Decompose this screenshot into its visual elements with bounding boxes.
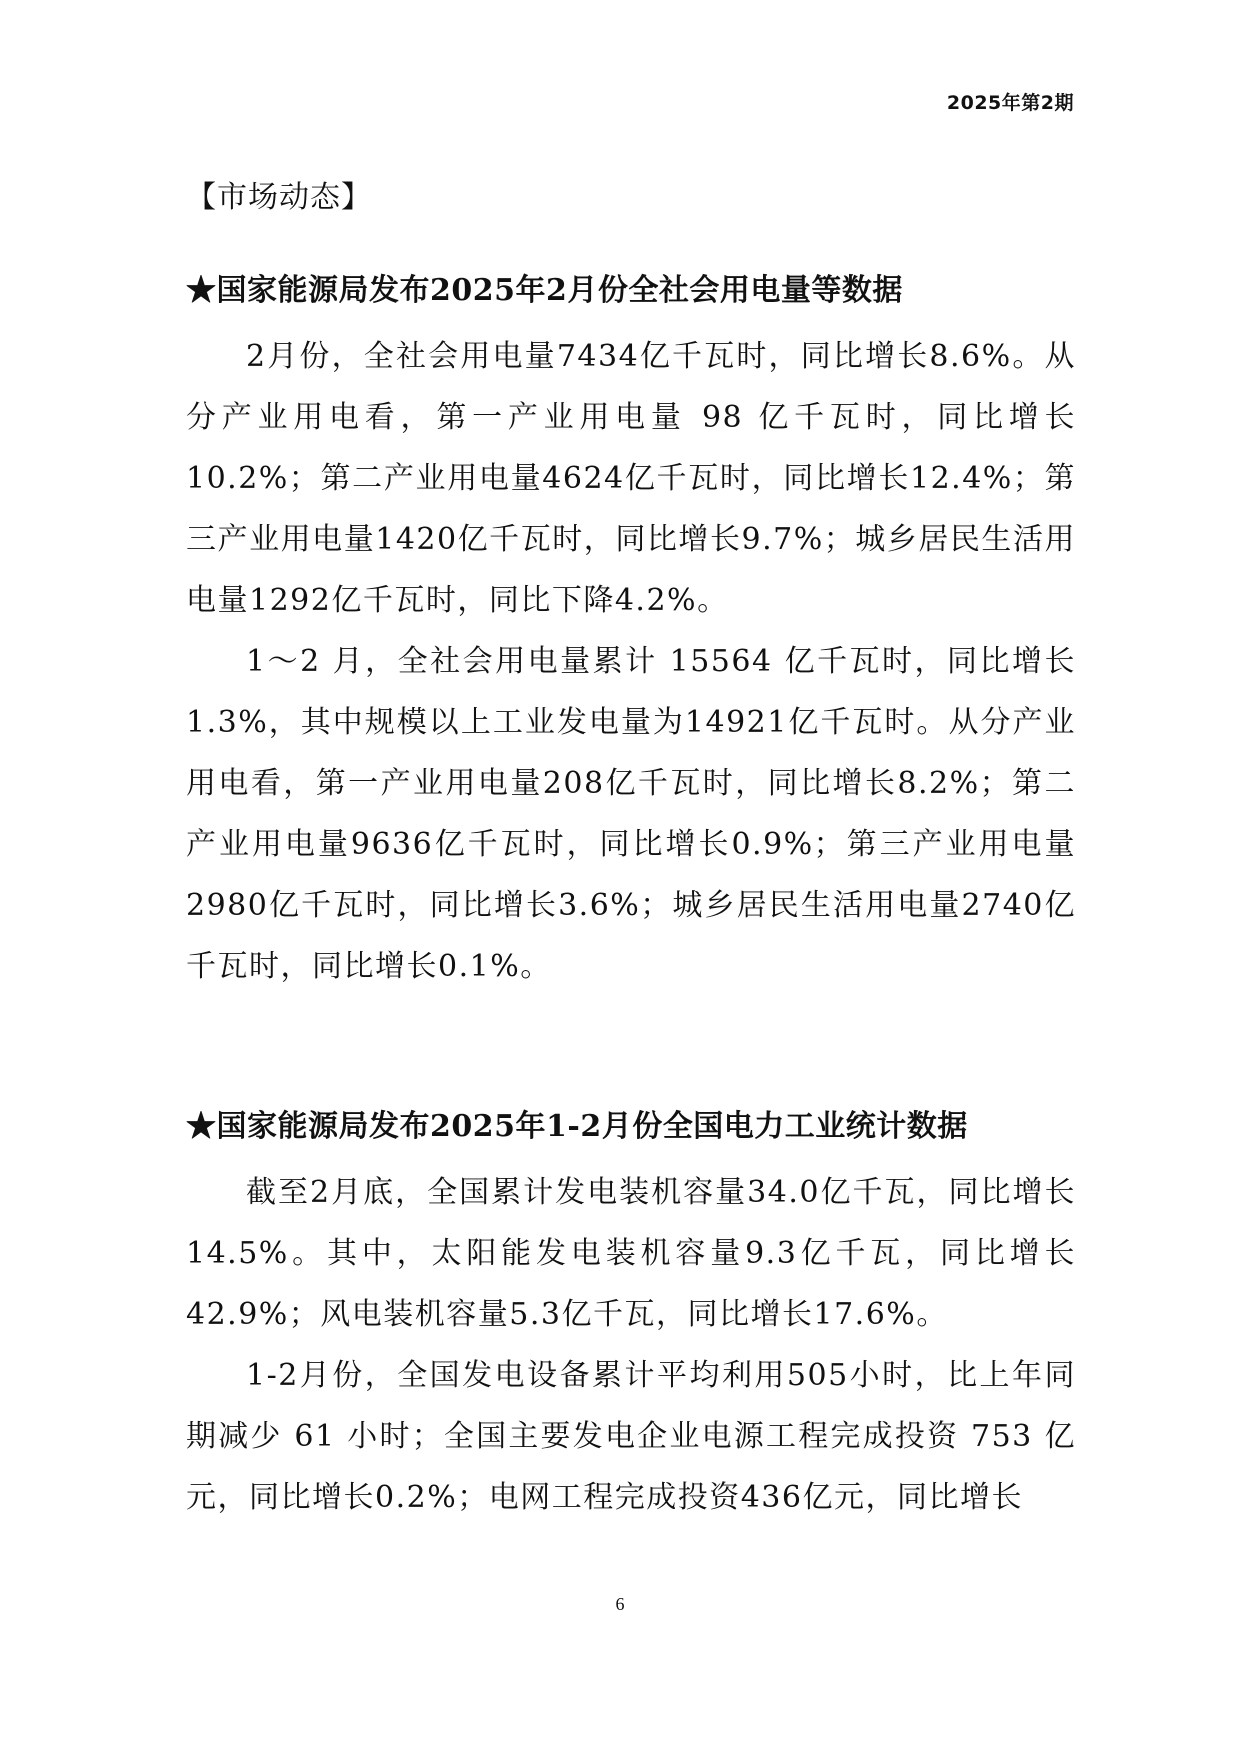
article-power-industry-statistics	[186, 1104, 1076, 1528]
article-headline: ★国家能源局发布2025年2月份全社会用电量等数据	[186, 273, 903, 308]
article-paragraph: 1～2 月，全社会用电量累计 15564 亿千瓦时，同比增长1.3%，其中规模以上工业发电量为14921亿千瓦时。从分产业用电看，第一产业用电量208亿千瓦时，同比增长8.2%；第二产业用电量9636亿千瓦时，同比增长0.9%；第三产业用电量2980亿千瓦时，同比增长3.6%；城乡居民生活用电量2740亿千瓦时，同比增长0.1%。	[186, 644, 1076, 984]
issue-label: 2025年第2期	[946, 92, 1074, 114]
article-electricity-consumption	[186, 268, 1076, 997]
section-title: 【市场动态】	[186, 180, 372, 215]
article-paragraph: 2月份，全社会用电量7434亿千瓦时，同比增长8.6%。从分产业用电看，第一产业用电量 98 亿千瓦时，同比增长10.2%；第二产业用电量4624亿千瓦时，同比增长12.4%；第三产业用电量1420亿千瓦时，同比增长9.7%；城乡居民生活用电量1292亿千瓦时，同比下降4.2%。	[186, 339, 1076, 618]
article-headline: ★国家能源局发布2025年1-2月份全国电力工业统计数据	[186, 1109, 968, 1144]
article-paragraph: 1-2月份，全国发电设备累计平均利用505小时，比上年同期减少 61 小时；全国主要发电企业电源工程完成投资 753 亿元，同比增长0.2%；电网工程完成投资436亿元，同比增长	[186, 1358, 1076, 1515]
article-paragraph: 截至2月底，全国累计发电装机容量34.0亿千瓦，同比增长14.5%。其中，太阳能发电装机容量9.3亿千瓦，同比增长42.9%；风电装机容量5.3亿千瓦，同比增长17.6%。	[186, 1175, 1076, 1332]
page-number: 6	[615, 1594, 625, 1614]
